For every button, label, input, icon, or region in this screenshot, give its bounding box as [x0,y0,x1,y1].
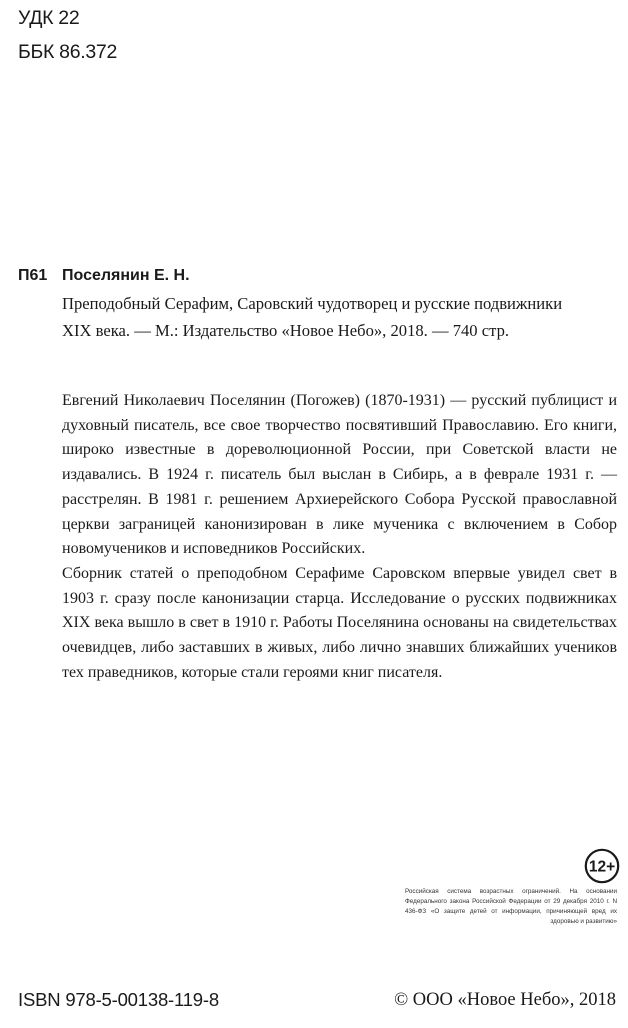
isbn: ISBN 978-5-00138-119-8 [18,989,219,1010]
abstract-paragraph-1: Евгений Николаевич Поселянин (Погожев) (1870-1931) — русский публицист и духовный писатель, все свое творчество посвятивший Православию. Его книги, широко известные в дореволюционной России, при Советской власти не издавались. В 1924 г. писатель был выслан в Сибирь, а в феврале 1931 г. — расстрелян. В 1981 г. решением Архиерейского Собора Русской православной церкви заграницей канонизирован в лике мученика с включением в Собор новомучеников и исповедников Российских. [62,392,617,558]
author-name: Поселянин Е. Н. [62,267,190,284]
book-title-line-1: Преподобный Серафим, Саровский чудотворец и русские подвижники [62,294,563,313]
book-title-line-2: XIX века. — М.: Издательство «Новое Небо», 2018. — 740 стр. [62,321,510,340]
age-rating-badge [584,848,620,884]
age-rating-label: 12+ [588,858,616,876]
bbk-code: ББК 86.372 [18,41,118,63]
abstract [62,389,617,685]
copyright: © ООО «Новое Небо», 2018 [394,990,616,1010]
abstract-paragraph-2: Сборник статей о преподобном Серафиме Саровском впервые увидел свет в 1903 г. сразу после канонизации старца. Исследование о русских подвижниках XIX века вышло в свет в 1910 г. Работы Поселянина основаны на свидетельствах очевидцев, либо заставших в живых, либо лично знавших ближайших учеников тех праведников, которые стали героями книг писателя. [62,564,617,681]
age-rating-note: Российская система возрастных ограничений. На основании Федерального закона Российской Федерации от 29 декабря 2010 г. N 436-ФЗ «О защите детей от информации, причиняющей вред их здоровью и развитию» [405,888,617,925]
author-sign-code: П61 [18,267,48,284]
udk-code: УДК 22 [18,7,80,29]
